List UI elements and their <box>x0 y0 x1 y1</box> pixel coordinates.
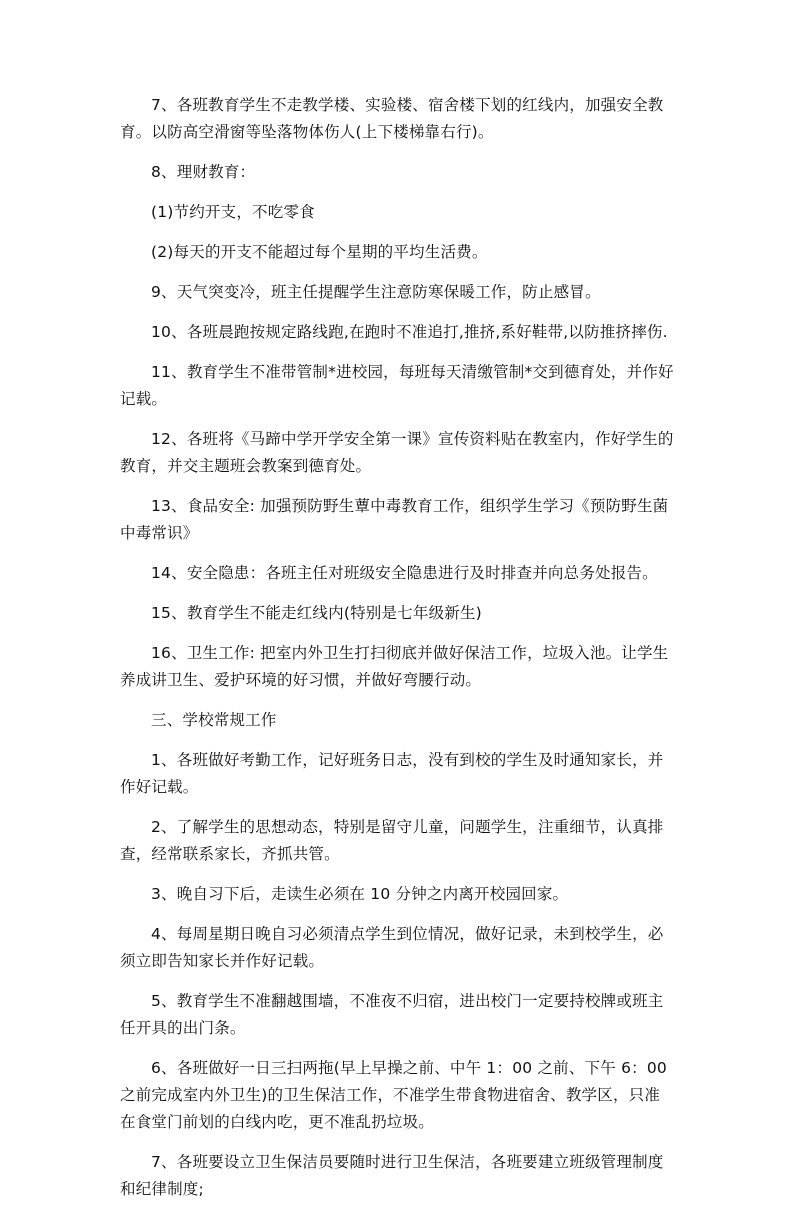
paragraph-evening-study-leave: 3、晚自习下后，走读生必须在 10 分钟之内离开校园回家。 <box>151 885 569 903</box>
paragraph-attendance: 1、各班做好考勤工作，记好班务日志，没有到校的学生及时通知家长，并作好记载。 <box>120 751 664 796</box>
paragraph-hazard-check: 14、安全隐患：各班主任对班级安全隐患进行及时排查并向总务处报告。 <box>151 564 658 582</box>
paragraph-class-management: 7、各班要设立卫生保洁员要随时进行卫生保洁，各班要建立班级管理制度和纪律制度; <box>120 1153 664 1198</box>
paragraph-finance-education: 8、理财教育： <box>151 163 256 181</box>
paragraph-daily-spending: (2)每天的开支不能超过每个星期的平均生活费。 <box>151 243 488 261</box>
paragraph-morning-run: 10、各班晨跑按规定路线跑,在跑时不准追打,推挤,系好鞋带,以防推挤摔伤. <box>151 323 668 341</box>
paragraph-sunday-roll-call: 4、每周星期日晚自习必须清点学生到位情况，做好记录，未到校学生，必须立即告知家长并作好记载。 <box>120 925 664 970</box>
paragraph-red-line-new-students: 15、教育学生不能走红线内(特别是七年级新生) <box>151 604 482 622</box>
paragraph-campus-exit-rules: 5、教育学生不准翻越围墙，不准夜不归宿，进出校门一定要持校牌或班主任开具的出门条。 <box>120 992 664 1037</box>
paragraph-student-thoughts: 2、了解学生的思想动态，特别是留守儿童，问题学生，注重细节，认真排查，经常联系家长，齐抓共管。 <box>120 818 664 863</box>
paragraph-cold-weather: 9、天气突变冷，班主任提醒学生注意防寒保暖工作，防止感冒。 <box>151 283 601 301</box>
paragraph-daily-cleaning: 6、各班做好一日三扫两拖(早上早操之前、中午 1：00 之前、下午 6：00 之前完成室内外卫生)的卫生保洁工作，不准学生带食物进宿舍、教学区，只准在食堂门前划的白线内吃，更不准乱扔垃圾。 <box>120 1059 667 1131</box>
paragraph-safety-red-line: 7、各班教育学生不走教学楼、实验楼、宿舍楼下划的红线内，加强安全教育。以防高空滑窗等坠落物体伤人(上下楼梯靠右行)。 <box>120 96 664 141</box>
section-heading-school-routine: 三、学校常规工作 <box>151 711 277 729</box>
paragraph-save-expenses: (1)节约开支，不吃零食 <box>151 203 315 221</box>
document-body <box>120 92 675 1216</box>
paragraph-hygiene-work: 16、卫生工作: 把室内外卫生打扫彻底并做好保洁工作，垃圾入池。让学生养成讲卫生、爱护环境的好习惯，并做好弯腰行动。 <box>120 644 669 689</box>
paragraph-controlled-items: 11、教育学生不准带管制*进校园，每班每天清缴管制*交到德育处，并作好记载。 <box>120 363 674 408</box>
paragraph-safety-first-lesson: 12、各班将《马蹄中学开学安全第一课》宣传资料贴在教室内，作好学生的教育，并交主题班会教案到德育处。 <box>120 430 674 475</box>
paragraph-food-safety: 13、食品安全: 加强预防野生蕈中毒教育工作，组织学生学习《预防野生菌中毒常识》 <box>120 497 669 542</box>
